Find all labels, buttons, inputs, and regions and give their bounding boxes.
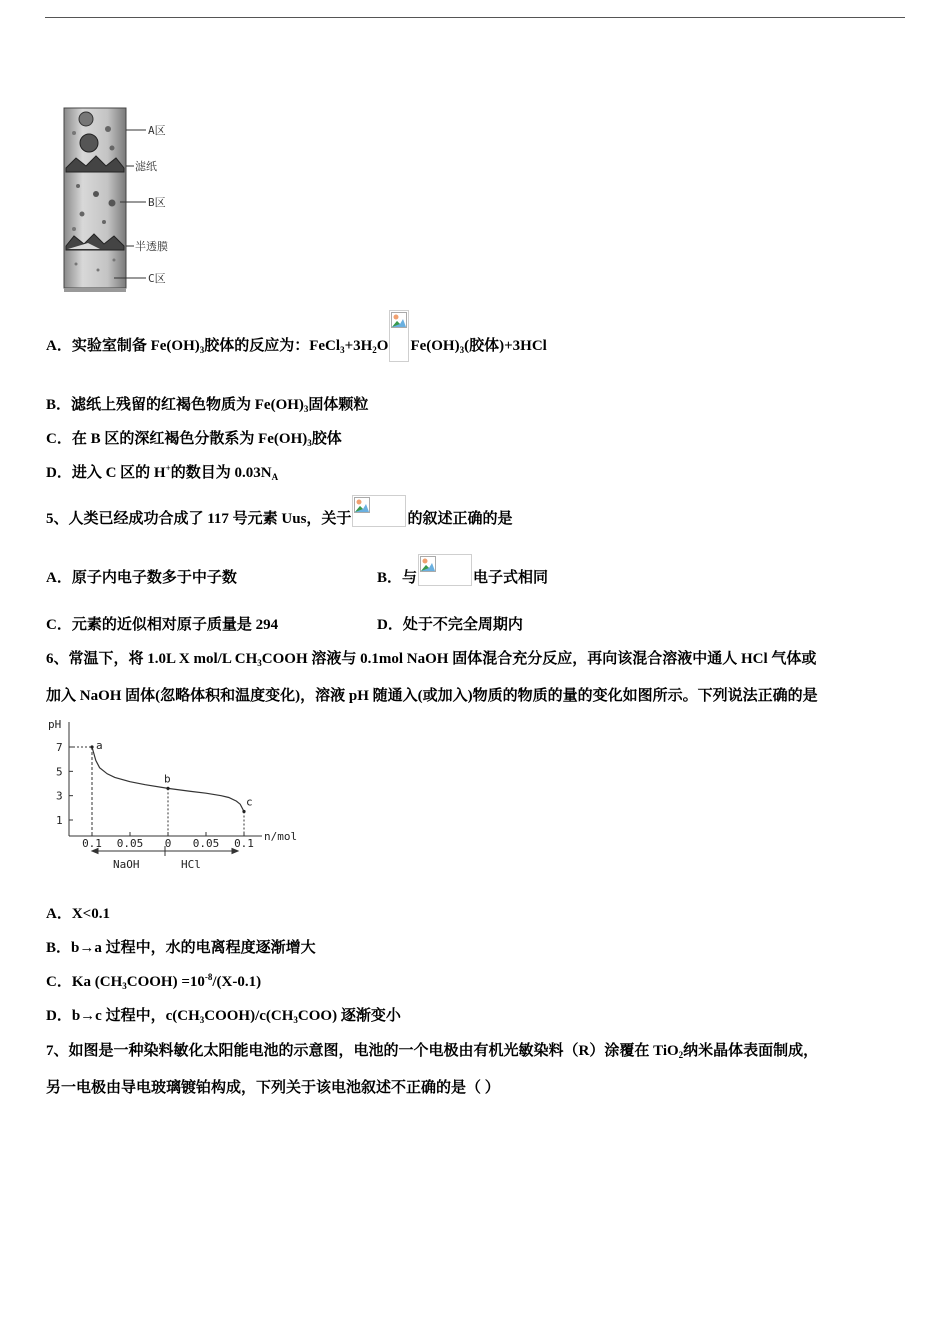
q4-option-b: B．滤纸上残留的红褐色物质为 $Fe(OH)_3$固体颗粒 (46, 397, 369, 414)
q5-option-b: B．与 电子式相同 (377, 568, 548, 588)
label-membrane: 半透膜 (135, 240, 168, 253)
q6-option-a: A．X<0.1 (46, 906, 110, 922)
y-tick-label-5: 5 (56, 765, 63, 779)
q4-option-c: C．在 B 区的深红褐色分散系为 $Fe(OH)_3$胶体 (46, 431, 342, 448)
x-tick-label-1: 0.05 (116, 837, 144, 850)
q7-stem-line1: 7、如图是一种染料敏化太阳能电池的示意图，电池的一个电极由有机光敏染料（R）涂覆在 TiO$_2$纳米晶体表面制成， (46, 1043, 819, 1060)
label-c-zone: C区 (148, 272, 166, 285)
x-tick-label-3: 0.05 (192, 837, 220, 850)
ph-chart (44, 714, 314, 874)
x-axis-label: n/mol (264, 830, 298, 843)
q6-stem-line2: 加入 NaOH 固体(忽略体积和温度变化)，溶液 pH 随通入(或加入)物质的物质的量的变化如图所示。下列说法正确的是 (46, 688, 818, 704)
label-filter-paper: 滤纸 (135, 160, 157, 173)
broken-image-icon (352, 495, 406, 527)
q5-option-c: C．元素的近似相对原子质量是 294 (46, 617, 279, 633)
label-b-zone: B区 (148, 196, 166, 209)
point-label-c: c (246, 795, 253, 809)
point-label-a: a (96, 739, 103, 752)
y-tick-label-3: 3 (56, 789, 63, 803)
q7-stem-line2: 另一电极由导电玻璃镀铂构成，下列关于该电池叙述不正确的是（ ） (46, 1080, 500, 1096)
section-label-naoh: NaOH (113, 858, 140, 871)
top-rule (45, 17, 905, 18)
q4-option-d: D．进入 C 区的 H+的数目为 $0.03N_A$ (46, 463, 279, 482)
x-tick-label-0: 0.1 (82, 837, 102, 850)
q4-option-a: A．实验室制备 $Fe(OH)_3$胶体的反应为：$FeCl_3+3H_2O$ $Fe(OH)_3$(胶体)+3HCl (46, 336, 547, 362)
q6-option-d: D．b→c 过程中，$c(CH_3COOH)/c(CH_3COO)$ 逐渐变小 (46, 1008, 401, 1025)
y-tick-label-1: 1 (56, 814, 63, 827)
point-label-b: b (164, 772, 171, 786)
section-label-hcl: HCl (181, 858, 201, 871)
q6-option-b: B．b→a 过程中，水的电离程度逐渐增大 (46, 940, 316, 956)
y-tick-label-7: 7 (56, 741, 63, 754)
label-a-zone: A区 (148, 124, 166, 137)
q6-stem-line1: 6、常温下，将 1.0L X mol/L $CH_3COOH$ 溶液与 0.1mol NaOH 固体混合充分反应，再向该混合溶液中通人 HCl 气体或 (46, 651, 817, 668)
q6-option-c: C．Ka $(CH_3COOH) =10^{-8}/(X-0.1)$ (46, 972, 262, 991)
x-tick-label-4: 0.1 (234, 837, 254, 850)
broken-image-icon (418, 554, 472, 586)
y-axis-label: pH (48, 718, 62, 731)
q5-option-d: D．处于不完全周期内 (377, 617, 523, 633)
point-a (90, 745, 93, 748)
x-tick-label-2: 0 (164, 837, 172, 850)
point-c (242, 810, 245, 813)
q5-option-a: A．原子内电子数多于中子数 (46, 570, 237, 586)
point-b (166, 787, 169, 790)
broken-image-icon (389, 310, 409, 362)
q5-stem: 5、人类已经成功合成了 117 号元素 Uus，关于 的叙述正确的是 (46, 509, 512, 529)
dialysis-figure (60, 106, 190, 296)
